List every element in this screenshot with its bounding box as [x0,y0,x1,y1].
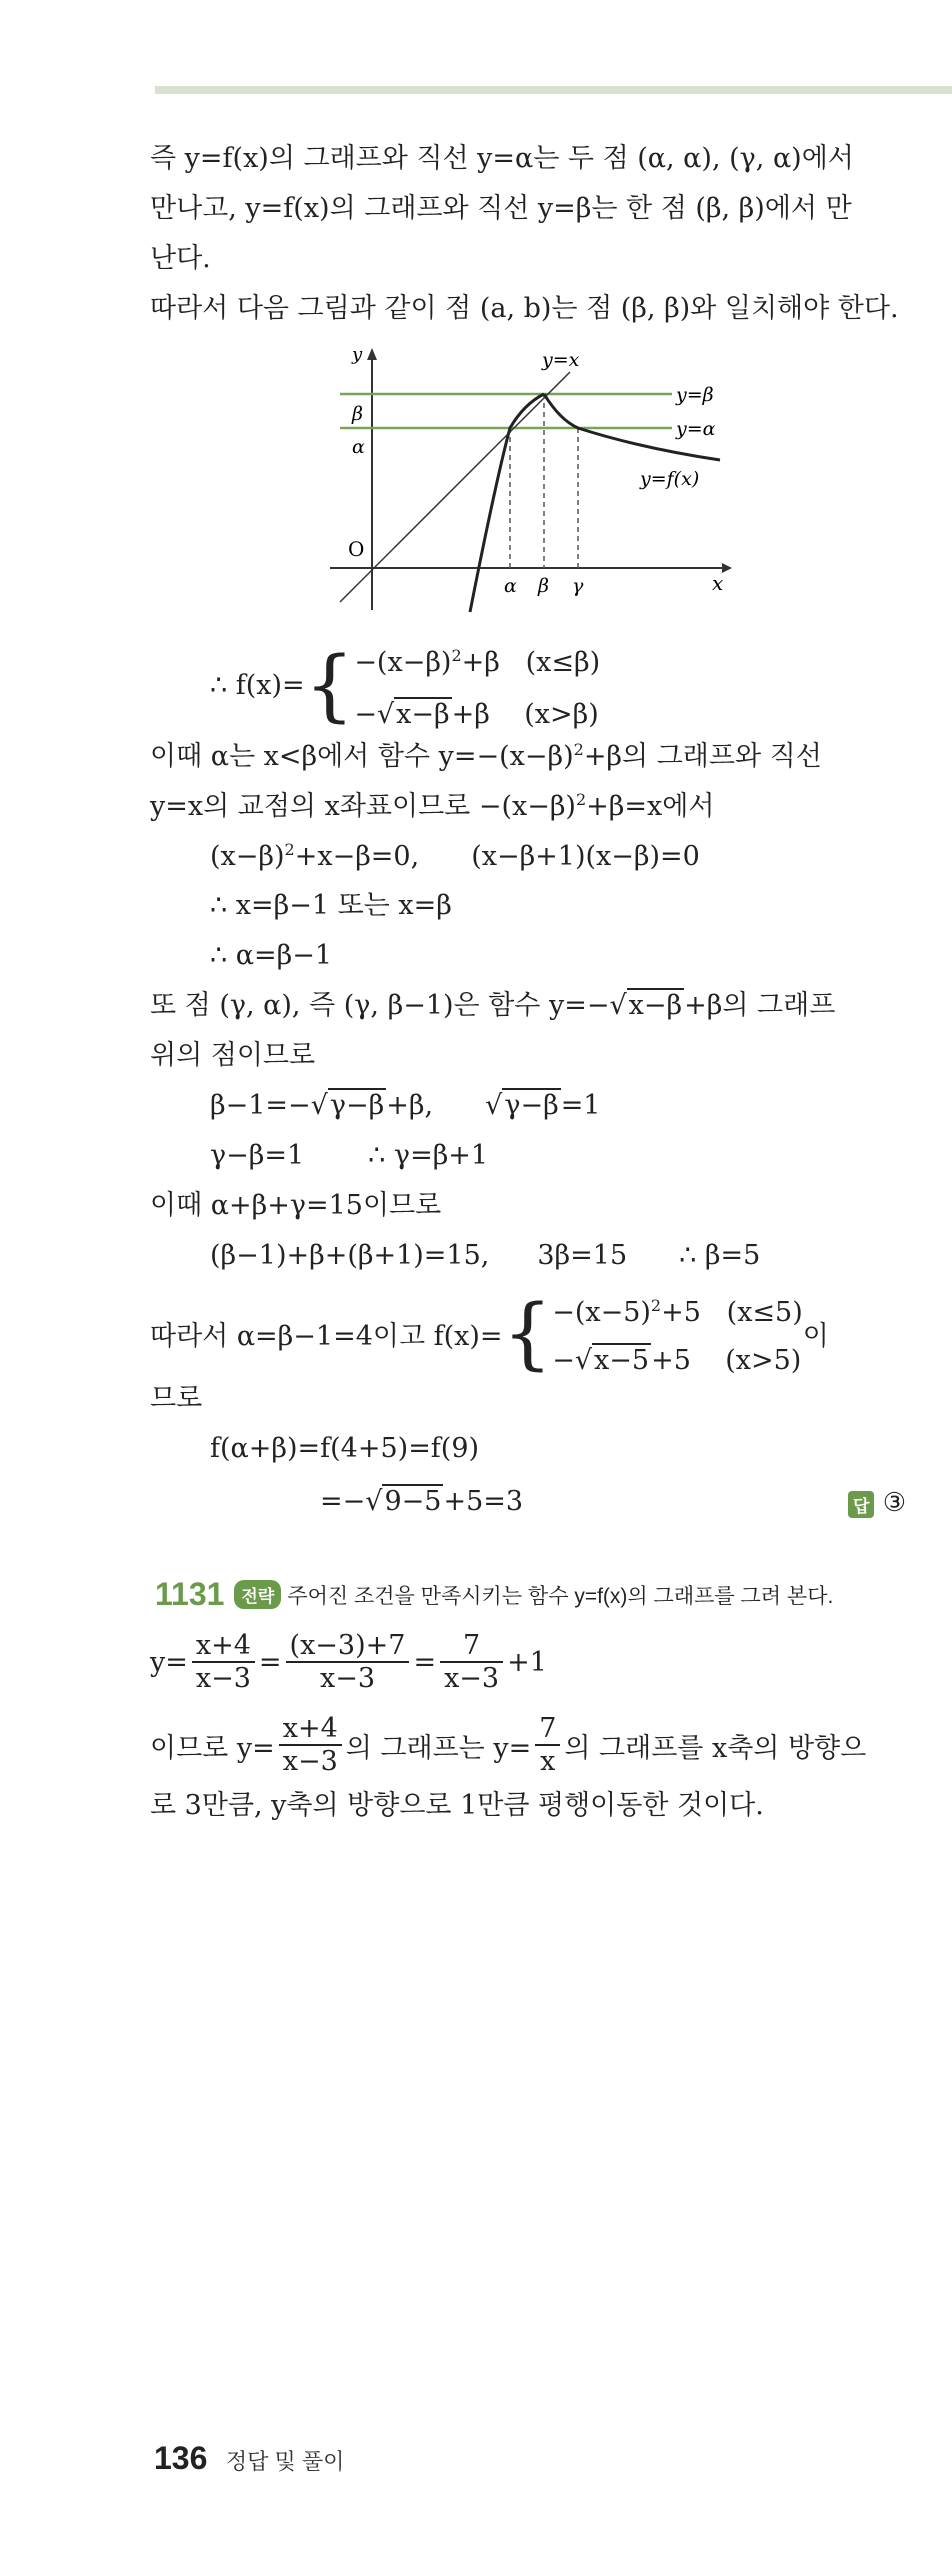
frac-2: $\frac{(x-3)+7}{x-3}$ [286,1630,410,1694]
body-p1b: y=x의 교점의 x좌표이므로 $-(x-\beta)^2+\beta=x$에서 [150,790,715,822]
piecewise-1 [210,630,600,741]
x-axis-arrow [722,563,732,573]
body-p2a: 또 점 (γ, α), 즉 (γ, β−1)은 함수 y=−√x−β+β의 그래프 [150,990,836,1021]
label-y-eq-x: y=x [542,349,580,371]
pw2-case-2: −√x−5+5 (x>5) [552,1345,802,1376]
strategy-text: 주어진 조건을 만족시키는 함수 y=f(x)의 그래프를 그려 본다. [287,1584,834,1608]
tick-gamma-x: γ [572,575,584,597]
pw2-prefix: 따라서 α=β−1=4이고 f(x)= [150,1321,503,1352]
tick-beta-y: β [352,403,363,425]
x-axis-label: x [712,571,724,595]
strategy-tag: 전략 [234,1580,281,1609]
piecewise-2 [150,1282,829,1385]
pw2-next: 므로 [150,1383,203,1414]
pw2-case-1: $-(x-5)^2+5$ (x≤5) [552,1296,803,1328]
problem-line-3: 로 3만큼, y축의 방향으로 1만큼 평행이동한 것이다. [150,1790,764,1821]
body-p3: 이때 α+β+γ=15이므로 [150,1190,442,1221]
pw2-suffix: 이 [802,1321,829,1352]
intro-line-1: 즉 y=f(x)의 그래프와 직선 y=α는 두 점 (α, α), (γ, α)에서 [150,143,854,174]
footer-label: 정답 및 풀이 [225,2449,345,2474]
frac-1: $\frac{x+4}{x-3}$ [192,1630,255,1694]
page-footer [154,2440,344,2477]
label-y-alpha: y=α [676,418,716,440]
problem-header [155,1576,833,1613]
body-eq5: γ−β=1 ∴ γ=β+1 [210,1140,489,1171]
tick-beta-x: β [538,575,549,597]
function-graph [320,340,740,620]
origin-label: O [348,537,365,561]
problem-number: 1131 [155,1576,225,1612]
body-eq3: ∴ α=β−1 [210,940,333,971]
body-p1a: 이때 α는 x<β에서 함수 $y=-(x-\beta)^2+\beta$의 그래프와 직선 [150,740,822,772]
body-eq1: $(x-\beta)^2+x-\beta=0$, (x−β+1)(x−β)=0 [210,840,700,872]
page-number: 136 [154,2440,208,2476]
intro-line-3: 난다. [150,243,211,274]
answer-value: ③ [882,1488,907,1518]
top-rule [155,86,952,94]
intro-line-4: 따라서 다음 그림과 같이 점 (a, b)는 점 (β, β)와 일치해야 한다. [150,293,899,324]
intro-line-2: 만나고, y=f(x)의 그래프와 직선 y=β는 한 점 (β, β)에서 만 [150,193,852,224]
y-axis-label: y [352,344,363,365]
problem-line-2: 이므로 y= $\frac{x+4}{x-3}$ 의 그래프는 y= $\frac{7}{x}$ 의 그래프를 x축의 방향으 [150,1713,867,1777]
final-eq1: f(α+β)=f(4+5)=f(9) [210,1433,480,1464]
pw1-cases [354,630,600,741]
pw2-cases [552,1282,803,1385]
label-curve: y=f(x) [640,468,700,490]
body-eq6: (β−1)+β+(β+1)=15, 3β=15 ∴ β=5 [210,1240,761,1271]
frac-3: $\frac{7}{x-3}$ [440,1630,503,1694]
final-eq2: =−√9−5+5=3 [320,1486,524,1517]
frac-g2: $\frac{7}{x}$ [535,1713,560,1777]
tick-alpha-x: α [504,575,517,597]
body-eq4: β−1=−√γ−β+β, √γ−β=1 [210,1090,601,1121]
pw2-brace: { [502,1288,553,1379]
y-axis-arrow [367,348,377,360]
body-eq2: ∴ x=β−1 또는 x=β [210,890,452,921]
body-p2b: 위의 점이므로 [150,1040,316,1071]
pw1-case-2: −√x−β+β (x>β) [354,699,599,730]
answer [848,1488,906,1518]
label-y-beta: y=β [676,384,714,406]
problem-eq: y= $\frac{x+4}{x-3}$ = $\frac{(x-3)+7}{x-3}$ = $\frac{7}{x-3}$ +1 [150,1630,547,1694]
tick-alpha-y: α [352,436,365,458]
pw1-brace: { [304,640,355,731]
frac-g1: $\frac{x+4}{x-3}$ [279,1713,342,1777]
pw1-prefix: ∴ f(x)= [210,670,305,701]
pw1-case-1: $-(x-\beta)^2+\beta$ (x≤β) [354,646,601,678]
answer-badge: 답 [848,1491,874,1518]
